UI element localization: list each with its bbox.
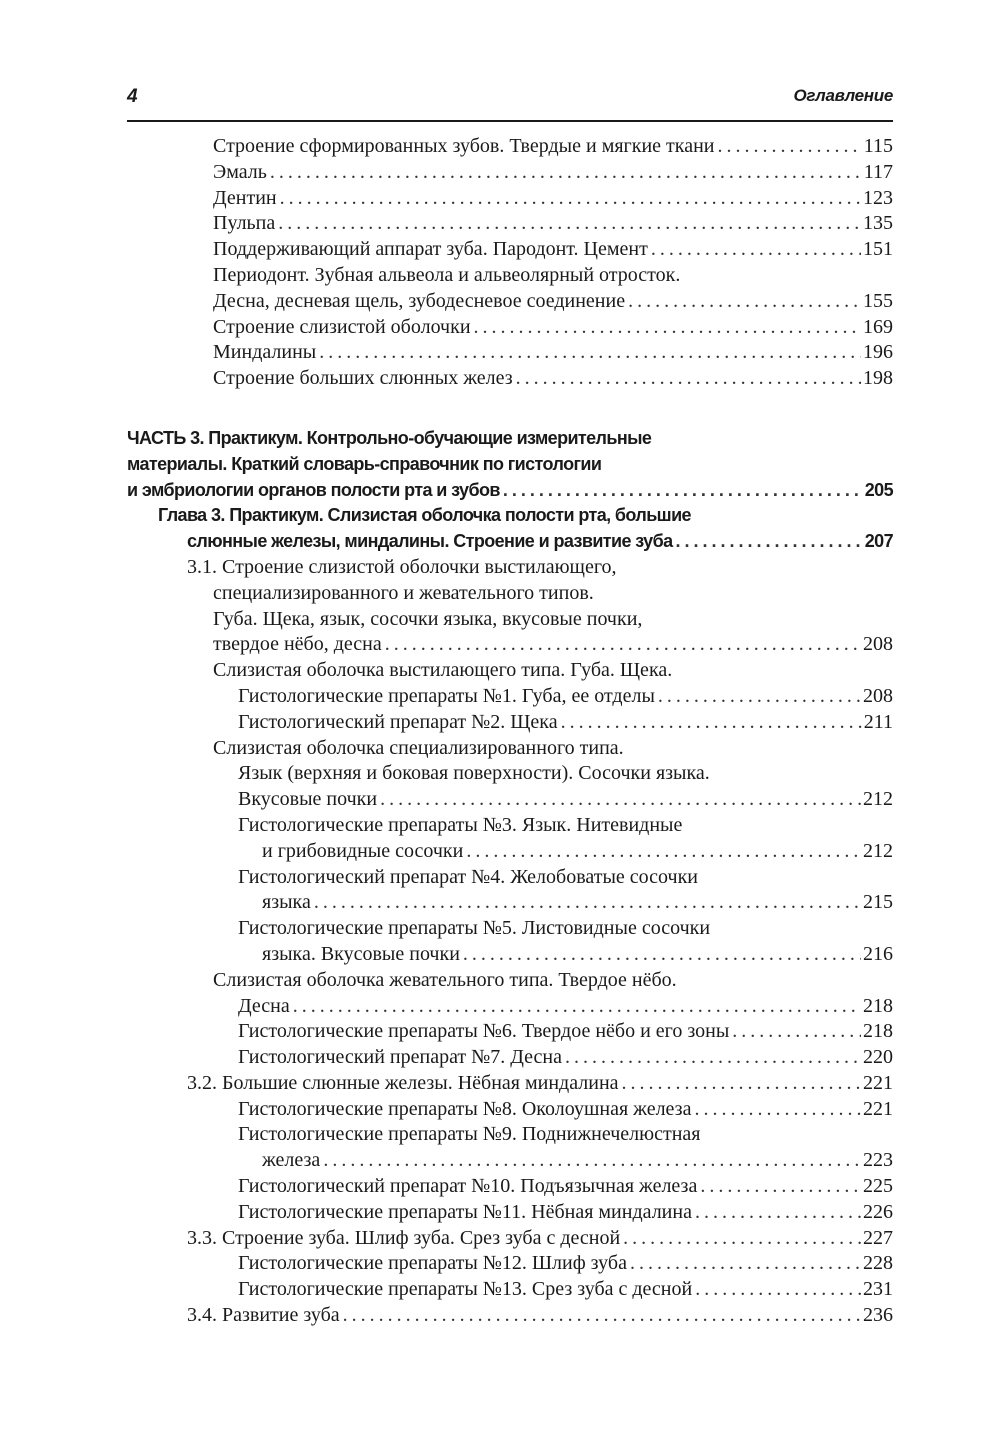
toc-page-number: 218 — [863, 1020, 893, 1043]
dot-leader — [343, 1303, 861, 1329]
dot-leader — [676, 529, 863, 555]
toc-entry[interactable] — [127, 366, 893, 392]
dot-leader — [503, 478, 863, 504]
toc-entry-title: языка — [262, 890, 314, 916]
dot-leader — [314, 890, 861, 916]
toc-entry[interactable] — [127, 865, 893, 891]
toc-entry-title: Гистологический препарат №4. Желобоватые сосочки — [238, 865, 701, 891]
toc-entry-title: Слизистая оболочка жевательного типа. Твердое нёбо. — [213, 968, 680, 994]
toc-entry-title: Слизистая оболочка специализированного типа. — [213, 736, 627, 762]
dot-leader — [278, 211, 861, 237]
toc-page-number: 155 — [863, 289, 893, 312]
toc-entry[interactable] — [127, 1226, 893, 1252]
toc-entry-title: Строение слизистой оболочки — [213, 315, 474, 341]
toc-entry[interactable] — [127, 632, 893, 658]
toc-entry[interactable] — [127, 1251, 893, 1277]
toc-entry-title: Язык (верхняя и боковая поверхности). Сосочки языка. — [238, 761, 713, 787]
toc-entry[interactable] — [127, 1071, 893, 1097]
dot-leader — [694, 1097, 861, 1123]
toc-page-number: 208 — [863, 684, 893, 707]
toc-entry[interactable] — [127, 1019, 893, 1045]
toc-entry[interactable] — [127, 1122, 893, 1148]
dot-leader — [466, 839, 861, 865]
running-title: Оглавление — [793, 86, 893, 105]
toc-entry[interactable] — [127, 1148, 893, 1174]
toc-page-number: 221 — [863, 1097, 893, 1120]
toc-entry-title: Десна — [238, 994, 293, 1020]
toc-entry[interactable] — [127, 186, 893, 212]
toc-page-number: 205 — [864, 479, 893, 500]
toc-entry[interactable] — [127, 529, 893, 555]
toc-page-number: 135 — [863, 212, 893, 235]
toc-page-number: 231 — [863, 1278, 893, 1301]
toc-page-number: 198 — [863, 367, 893, 390]
toc-page-number: 227 — [863, 1226, 893, 1249]
toc-entry-title: Гистологические препараты №6. Твердое нёбо и его зоны — [238, 1019, 732, 1045]
toc-entry-title: 3.1. Строение слизистой оболочки выстилающего, — [187, 555, 620, 581]
toc-entry-title: твердое нёбо, десна — [213, 632, 385, 658]
toc-page-number: 236 — [863, 1304, 893, 1327]
page-header — [127, 86, 893, 122]
toc-entry-title: слюнные железы, миндалины. Строение и развитие зуба — [187, 529, 676, 555]
toc-page-number: 208 — [863, 633, 893, 656]
dot-leader — [700, 1174, 861, 1200]
toc-entry[interactable] — [127, 994, 893, 1020]
toc-entry[interactable] — [127, 478, 893, 504]
toc-entry[interactable] — [127, 263, 893, 289]
dot-leader — [717, 134, 861, 160]
toc-page-number: 221 — [863, 1071, 893, 1094]
toc-entry-title: 3.3. Строение зуба. Шлиф зуба. Срез зуба с десной — [187, 1226, 623, 1252]
dot-leader — [695, 1277, 861, 1303]
dot-leader — [380, 787, 861, 813]
toc-entry[interactable] — [127, 134, 893, 160]
toc-entry-title: языка. Вкусовые почки — [262, 942, 463, 968]
toc-page-number: 169 — [863, 315, 893, 338]
toc-page-number: 226 — [863, 1200, 893, 1223]
toc-entry-title: и грибовидные сосочки — [262, 839, 466, 865]
dot-leader — [293, 994, 861, 1020]
toc-entry[interactable] — [127, 237, 893, 263]
toc-entry[interactable] — [127, 340, 893, 366]
toc-page-number: 207 — [864, 531, 893, 552]
toc-page-number: 117 — [863, 160, 893, 183]
toc-entry-title: материалы. Краткий словарь-справочник по гистологии — [127, 452, 604, 478]
toc-entry-title: Гистологические препараты №8. Околоушная железа — [238, 1097, 694, 1123]
toc-entry[interactable] — [127, 211, 893, 237]
toc-entry[interactable] — [127, 968, 893, 994]
toc-entry[interactable] — [127, 1097, 893, 1123]
toc-entry[interactable] — [127, 1174, 893, 1200]
toc-page-number: 215 — [863, 891, 893, 914]
toc-page-number: 196 — [863, 341, 893, 364]
toc-page-number: 216 — [863, 942, 893, 965]
dot-leader — [474, 315, 861, 341]
toc-entry-title: Слизистая оболочка выстилающего типа. Губа. Щека. — [213, 658, 675, 684]
toc-entry-title: ЧАСТЬ 3. Практикум. Контрольно-обучающие измерительные — [127, 426, 654, 452]
toc-entry[interactable] — [127, 761, 893, 787]
toc-entry[interactable] — [127, 581, 893, 607]
dot-leader — [280, 186, 861, 212]
toc-page-number: 151 — [863, 238, 893, 261]
toc-page-number: 225 — [863, 1175, 893, 1198]
toc-entry[interactable] — [127, 787, 893, 813]
toc-page-number: 223 — [863, 1149, 893, 1172]
toc-page-number: 218 — [863, 994, 893, 1017]
toc-entry-title: 3.4. Развитие зуба — [187, 1303, 343, 1329]
toc-entry-title: Гистологические препараты №12. Шлиф зуба — [238, 1251, 630, 1277]
toc-entry-title: Гистологический препарат №7. Десна — [238, 1045, 565, 1071]
dot-leader — [630, 1251, 861, 1277]
toc-entry-title: специализированного и жевательного типов. — [213, 581, 597, 607]
toc-page-number: 212 — [863, 839, 893, 862]
toc-entry-title: Гистологические препараты №11. Нёбная миндалина — [238, 1200, 695, 1226]
toc-entry[interactable] — [127, 710, 893, 736]
dot-leader — [628, 289, 861, 315]
toc-entry[interactable] — [127, 736, 893, 762]
toc-page-number: 211 — [863, 710, 893, 733]
toc-entry[interactable] — [127, 839, 893, 865]
toc-entry[interactable] — [127, 684, 893, 710]
toc-entry-title: Гистологические препараты №5. Листовидные сосочки — [238, 916, 713, 942]
toc-entry-title: Глава 3. Практикум. Слизистая оболочка полости рта, большие — [158, 503, 694, 529]
toc-entry-title: Десна, десневая щель, зубодесневое соединение — [213, 289, 628, 315]
toc-entry-title: железа — [262, 1148, 323, 1174]
toc-entry[interactable] — [127, 1277, 893, 1303]
toc-page-number: 228 — [863, 1252, 893, 1275]
toc-entry[interactable] — [127, 607, 893, 633]
toc-entry[interactable] — [127, 916, 893, 942]
toc-entry[interactable] — [127, 426, 893, 452]
dot-leader — [270, 160, 862, 186]
toc-entry-title: Гистологические препараты №9. Поднижнечелюстная — [238, 1122, 703, 1148]
table-of-contents — [127, 134, 893, 1329]
dot-leader — [385, 632, 861, 658]
toc-entry-title: Пульпа — [213, 211, 278, 237]
toc-entry-title: Гистологические препараты №3. Язык. Нитевидные — [238, 813, 685, 839]
toc-page-number: 115 — [863, 135, 893, 157]
toc-entry[interactable] — [127, 160, 893, 186]
toc-entry-title: Эмаль — [213, 160, 270, 186]
dot-leader — [319, 340, 861, 366]
dot-leader — [516, 366, 861, 392]
page-number: 4 — [127, 86, 138, 107]
toc-page-number: 220 — [863, 1046, 893, 1069]
dot-leader — [565, 1045, 861, 1071]
toc-entry-title: Строение сформированных зубов. Твердые и мягкие ткани — [213, 134, 717, 160]
dot-leader — [463, 942, 861, 968]
toc-entry[interactable] — [127, 1303, 893, 1329]
section-spacer — [127, 392, 893, 426]
toc-entry[interactable] — [127, 452, 893, 478]
toc-entry[interactable] — [127, 289, 893, 315]
toc-entry[interactable] — [127, 315, 893, 341]
toc-entry[interactable] — [127, 555, 893, 581]
toc-entry-title: и эмбриологии органов полости рта и зубов — [127, 478, 503, 504]
dot-leader — [622, 1071, 861, 1097]
dot-leader — [651, 237, 861, 263]
toc-entry-title: Гистологические препараты №1. Губа, ее отделы — [238, 684, 658, 710]
toc-entry[interactable] — [127, 942, 893, 968]
toc-entry-title: Строение больших слюнных желез — [213, 366, 516, 392]
toc-entry[interactable] — [127, 1045, 893, 1071]
dot-leader — [695, 1200, 861, 1226]
toc-entry-title: 3.2. Большие слюнные железы. Нёбная миндалина — [187, 1071, 622, 1097]
dot-leader — [658, 684, 861, 710]
toc-page-number: 212 — [863, 788, 893, 811]
dot-leader — [623, 1226, 861, 1252]
toc-entry-title: Гистологический препарат №10. Подъязычная железа — [238, 1174, 700, 1200]
toc-entry[interactable] — [127, 503, 893, 529]
dot-leader — [732, 1019, 861, 1045]
toc-entry-title: Гистологический препарат №2. Щека — [238, 710, 561, 736]
toc-entry[interactable] — [127, 1200, 893, 1226]
toc-entry-title: Дентин — [213, 186, 280, 212]
toc-entry[interactable] — [127, 658, 893, 684]
toc-entry-title: Периодонт. Зубная альвеола и альвеолярный отросток. — [213, 263, 683, 289]
toc-entry[interactable] — [127, 890, 893, 916]
toc-entry-title: Вкусовые почки — [238, 787, 380, 813]
toc-entry-title: Губа. Щека, язык, сосочки языка, вкусовые почки, — [213, 607, 645, 633]
dot-leader — [561, 710, 862, 736]
toc-entry[interactable] — [127, 813, 893, 839]
dot-leader — [323, 1148, 861, 1174]
toc-entry-title: Поддерживающий аппарат зуба. Пародонт. Цемент — [213, 237, 651, 263]
toc-entry-title: Миндалины — [213, 340, 319, 366]
toc-entry-title: Гистологические препараты №13. Срез зуба с десной — [238, 1277, 695, 1303]
toc-page-number: 123 — [863, 186, 893, 209]
